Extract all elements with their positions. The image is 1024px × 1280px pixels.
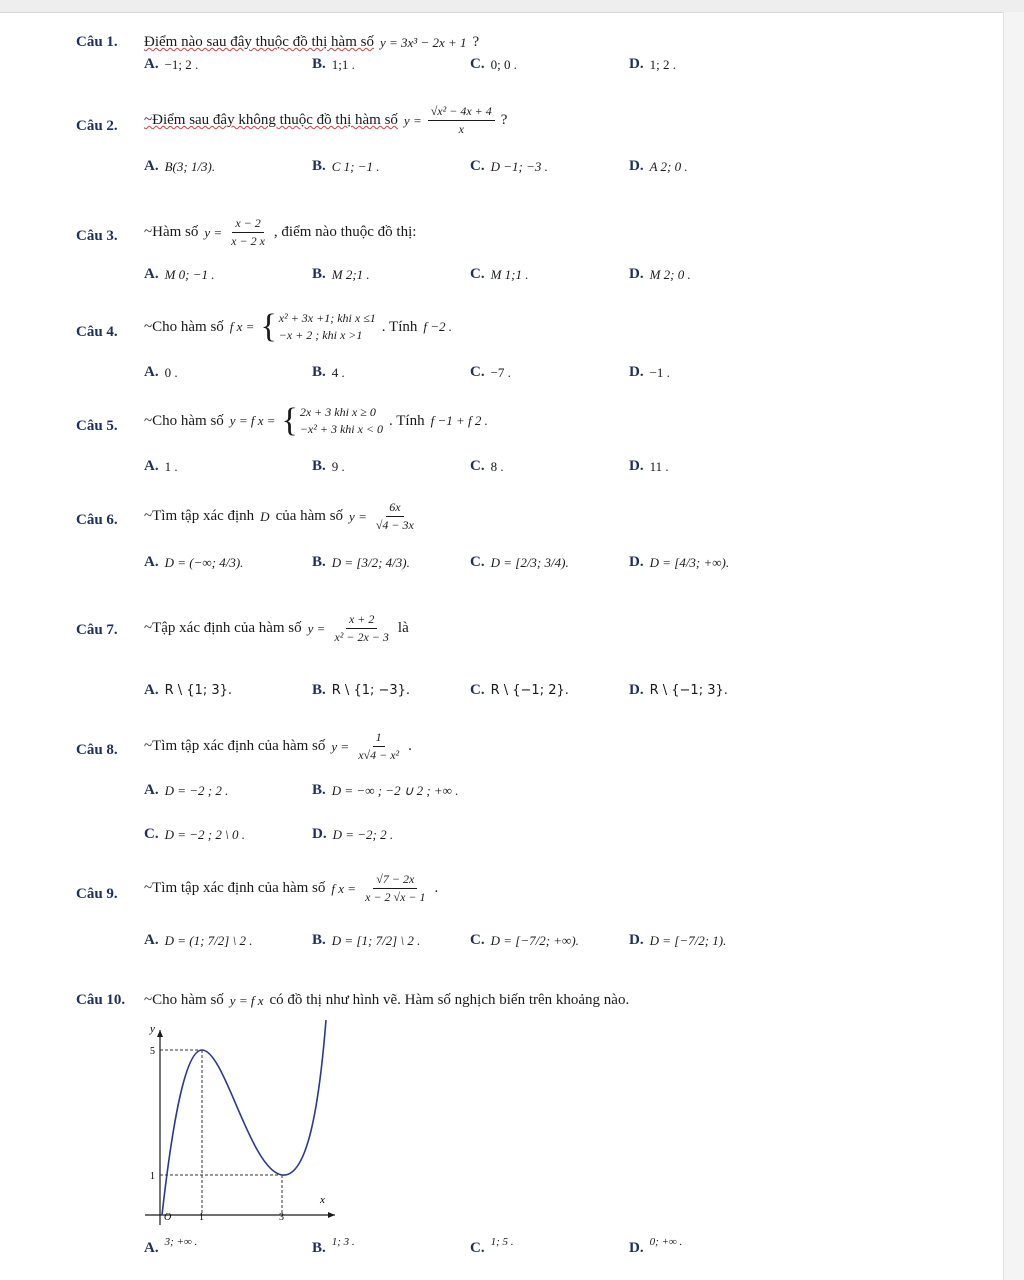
option-d[interactable]: D. 0; +∞ . — [629, 1235, 683, 1256]
question-number: Câu 4. — [76, 324, 118, 340]
function-expression: y = 3x³ − 2x + 1 — [379, 34, 467, 50]
option-c[interactable]: C. 8 . — [470, 458, 504, 474]
option-a[interactable]: A. D = (1; 7/2] \ 2 . — [144, 932, 253, 948]
question-number: Câu 6. — [76, 512, 118, 528]
option-c[interactable]: C. M 1;1 . — [470, 266, 529, 282]
option-d[interactable]: D. 1; 2 . — [629, 56, 676, 72]
question-text: ~Cho hàm số — [144, 412, 224, 429]
option-b[interactable]: B. C 1; −1 . — [312, 158, 380, 174]
option-c[interactable]: C. D −1; −3 . — [470, 158, 548, 174]
option-a[interactable]: A. 3; +∞ . — [144, 1235, 198, 1256]
option-d[interactable]: D. A 2; 0 . — [629, 158, 688, 174]
question-number: Câu 1. — [76, 34, 118, 50]
question-end: ? — [472, 34, 480, 50]
answer-options — [0, 158, 1000, 188]
option-d[interactable]: D. D = [4/3; +∞). — [629, 554, 730, 570]
option-c[interactable]: C. R \ {−1; 2}. — [470, 682, 569, 698]
function-fraction: $\frac{x + 2}{\text{x² − 2x − 3}}$ — [334, 612, 389, 644]
option-a[interactable]: A. D = (−∞; 4/3). — [144, 554, 244, 570]
answer-options — [0, 682, 1000, 712]
piecewise-function: { x² + 3x +1; khi x ≤1 −x + 2 ; khi x >1 — [260, 308, 376, 345]
piecewise-function: { 2x + 3 khi x ≥ 0 −x² + 3 khi x < 0 — [281, 402, 384, 439]
document-page: Câu 1. Điểm nào sau đây thuộc đồ thị hàm số y = 3x³ − 2x + 1 ? A. −1; 2 . B. 1;1 . C. 0; 0 . D. 1; 2 . Câu 2. ~Điểm sau đây không thuộc đồ thị hàm số y = $\frac{\text{√x² − 4x + 4}}{x}$ ? A. B(3; 1/3). B. C 1; −1 . C. D −1; −3 . D. A 2; 0 . Câu 3. ~Hàm số y = $\frac{x - 2}{x - 2 x}$ , điểm nào thuộc đồ thị: A. M 0; −1 . B. M 2;1 . C. M 1;1 . D. M 2; 0 . Câu 4. ~Cho hàm số f x = { x² + 3x +1; khi x ≤1 −x + 2 ; khi x >1 . Tính f −2 . A. 0 . B. 4 . C. −7 . D. −1 . Câu 5. ~Cho hàm số y = f x = { 2x + 3 khi x ≥ 0 −x² + 3 khi x < 0 . Tính f −1 + f 2 . A. 1 . B. 9 . C. 8 . D. 11 . Câu 6. ~Tìm tập xác định D của hàm số y = $\frac{6x}{√4 - 3x}$ A. D = (−∞; 4/3). B. D = [3/2; 4/3). C. D = [2/3; 3/4). D. D = [4/3; +∞). Câu 7. ~Tập xác định của hàm số y = $\frac{x + 2}{\text{x² − 2x − 3}}$ là A. R \ {1; 3}. B. R \ {1; −3}. C. R \ {−1; 2}. D. R \ {−1; 3}. Câu 8. ~Tìm tập xác định của hàm số y = $\frac{1}{\text{x√4 − x²}}$ . A. D = −2 ; 2 . B. D = −∞ ; −2 ∪ 2 ; +∞ . C. D = −2 ; 2 \ 0 . D. D = −2; 2 . Câu 9. ~Tìm tập xác định của hàm số f x = $\frac{√7 - 2x}{x - 2 √x - 1}$ . A. D = (1; 7/2] \ 2 . B. D = [1; 7/2] \ 2 . C. D = [−7/2; +∞). D. D = [−7/2; 1). Câu 10. ~Cho hàm số y = f x có đồ thị như hình vẽ. Hàm số nghịch biến trên khoảng nào. y x O 5 1 1 3 A. 3; +∞ . B. 1; 3 . C. 1; 5 . D. 0; +∞ . — [0, 0, 1004, 1280]
option-d[interactable]: D. D = [−7/2; 1). — [629, 932, 727, 948]
question-number: Câu 10. — [76, 992, 126, 1008]
question-text: ~Tìm tập xác định của hàm số — [144, 880, 326, 896]
answer-options — [0, 458, 1000, 488]
option-d[interactable]: D. −1 . — [629, 364, 670, 380]
question-text: ~Điểm sau đây không thuộc đồ thị hàm số — [144, 112, 398, 128]
answer-options — [0, 554, 1000, 584]
question-text: Điểm nào sau đây thuộc đồ thị hàm số — [144, 34, 374, 50]
tick-label-y1: 1 — [150, 1171, 155, 1182]
function-fraction: $\frac{x - 2}{x - 2 x}$ — [231, 216, 265, 248]
question-text: ~Tập xác định của hàm số — [144, 620, 302, 636]
option-b[interactable]: B. R \ {1; −3}. — [312, 682, 411, 698]
option-b[interactable]: B. D = [1; 7/2] \ 2 . — [312, 932, 421, 948]
option-a[interactable]: A. M 0; −1 . — [144, 266, 215, 282]
question-text: ~Cho hàm số — [144, 992, 224, 1008]
option-a[interactable]: A. 0 . — [144, 364, 178, 380]
option-c[interactable]: C. D = [−7/2; +∞). — [470, 932, 579, 948]
function-fraction: $\frac{1}{\text{x√4 − x²}}$ — [358, 730, 400, 762]
option-d[interactable]: D. D = −2; 2 . — [312, 826, 394, 842]
option-a[interactable]: A. 1 . — [144, 458, 178, 474]
option-d[interactable]: D. M 2; 0 . — [629, 266, 691, 282]
function-fraction: $\frac{\text{√x² − 4x + 4}}{x}$ — [428, 104, 495, 137]
answer-options — [0, 56, 1000, 86]
option-a[interactable]: A. R \ {1; 3}. — [144, 682, 232, 698]
option-c[interactable]: C. 0; 0 . — [470, 56, 517, 72]
option-b[interactable]: B. 9 . — [312, 458, 345, 474]
answer-options — [0, 932, 1000, 962]
option-d[interactable]: D. 11 . — [629, 458, 669, 474]
vertical-scrollbar[interactable] — [1003, 12, 1024, 1280]
question-number: Câu 5. — [76, 418, 118, 434]
option-c[interactable]: C. D = −2 ; 2 \ 0 . — [144, 826, 245, 842]
option-b[interactable]: B. M 2;1 . — [312, 266, 370, 282]
answer-options — [0, 364, 1000, 394]
answer-options — [0, 1235, 1000, 1270]
option-c[interactable]: C. −7 . — [470, 364, 511, 380]
tick-label-y5: 5 — [150, 1046, 155, 1057]
option-d[interactable]: D. R \ {−1; 3}. — [629, 682, 728, 698]
question-number: Câu 7. — [76, 622, 118, 638]
option-b[interactable]: B. D = −∞ ; −2 ∪ 2 ; +∞ . — [312, 782, 459, 798]
option-a[interactable]: A. B(3; 1/3). — [144, 158, 216, 174]
x-axis-arrow-icon — [328, 1212, 335, 1218]
origin-label: O — [164, 1212, 172, 1223]
y-axis-arrow-icon — [157, 1030, 163, 1037]
option-b[interactable]: B. 4 . — [312, 364, 345, 380]
function-curve — [162, 1020, 326, 1215]
option-b[interactable]: B. 1;1 . — [312, 56, 355, 72]
answer-options-row-2 — [0, 826, 1000, 856]
question-text: ~Tìm tập xác định — [144, 508, 255, 524]
option-a[interactable]: A. D = −2 ; 2 . — [144, 782, 229, 798]
option-a[interactable]: A. −1; 2 . — [144, 56, 199, 72]
question-text: ~Cho hàm số — [144, 318, 224, 335]
question-number: Câu 3. — [76, 228, 118, 244]
question-text: ~Tìm tập xác định của hàm số — [144, 738, 326, 754]
answer-options — [0, 266, 1000, 296]
option-b[interactable]: B. 1; 3 . — [312, 1235, 355, 1256]
question-number: Câu 2. — [76, 118, 118, 134]
question-number: Câu 9. — [76, 886, 118, 902]
option-c[interactable]: C. 1; 5 . — [470, 1235, 514, 1256]
option-c[interactable]: C. D = [2/3; 3/4). — [470, 554, 569, 570]
x-axis-label: x — [320, 1194, 325, 1206]
function-graph — [140, 1020, 340, 1225]
y-axis-label: y — [150, 1023, 155, 1035]
question-text: ~Hàm số — [144, 224, 199, 240]
tick-label-x1: 1 — [199, 1212, 204, 1223]
answer-options-row-1 — [0, 782, 1000, 812]
option-b[interactable]: B. D = [3/2; 4/3). — [312, 554, 410, 570]
tick-label-x3: 3 — [279, 1212, 284, 1223]
function-fraction: $\frac{√7 - 2x}{x - 2 √x - 1}$ — [365, 872, 426, 904]
function-fraction: $\frac{6x}{√4 - 3x}$ — [375, 500, 414, 532]
question-number: Câu 8. — [76, 742, 118, 758]
